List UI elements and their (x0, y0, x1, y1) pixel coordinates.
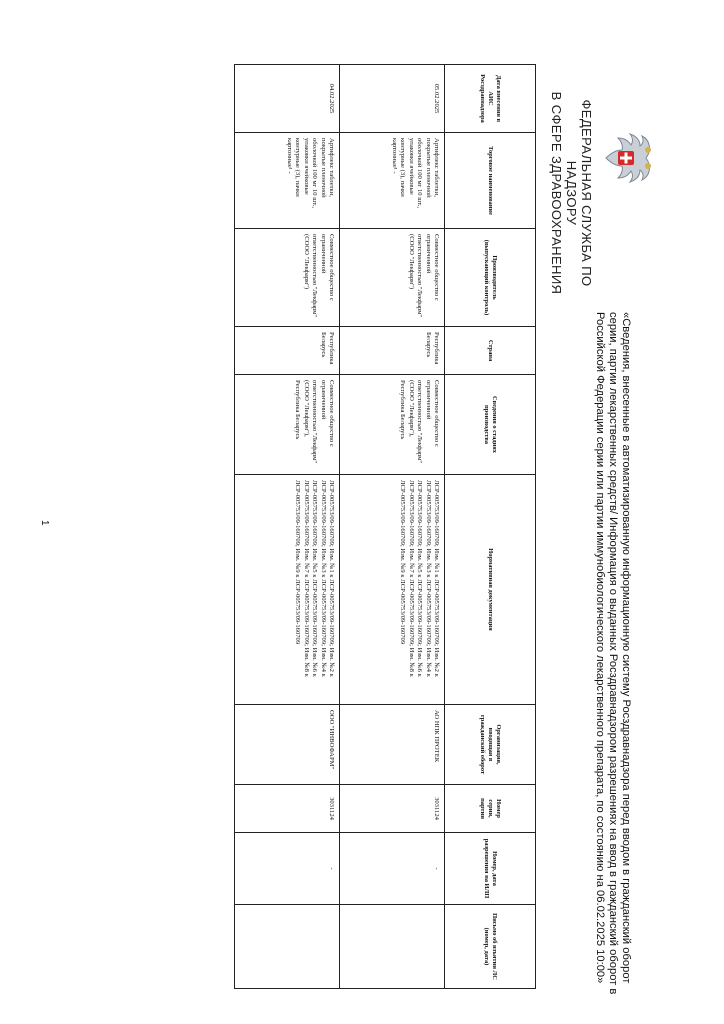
cell-organization: АО НПК ПРОТЕК (340, 705, 445, 785)
cell-manufacturer: Совместное общество с ограниченной ответственностью "Лекфарм" (СООО "Лекфарм") (340, 229, 445, 327)
table-header-row (445, 65, 536, 989)
agency-name (549, 88, 594, 298)
column-header-manufacturer: Производитель (выпускающий контроль) (445, 229, 536, 327)
cell-manufacturer: Совместное общество с ограниченной ответственностью "Лекфарм" (СООО "Лекфарм") (235, 229, 340, 327)
cell-batch: 3031124 (235, 785, 340, 833)
cell-batch: 3031124 (340, 785, 445, 833)
cell-production-stages: Совместное общество с ограниченной ответственностью "Лекфарм" (СООО "Лекфарм"), Республика Беларусь (235, 375, 340, 475)
column-header-batch: Номер серии, партии (445, 785, 536, 833)
cell-country: Республика Беларусь (235, 327, 340, 375)
cell-withdrawal (235, 905, 340, 989)
cell-withdrawal (340, 905, 445, 989)
column-header-withdrawal: Письмо об изъятии ЛС (номер, дата) (445, 905, 536, 989)
table-row (235, 65, 340, 989)
cell-normative-docs: ЛСР-005753/09-160709; Изм. №1 к ЛСР-005753/09-160709; Изм. №2 к ЛСР-005753/09-160709; Изм. №3 к ЛСР-005753/09-160709; Изм. №4 к ЛСР-005753/09-160709; Изм. №5 к ЛСР-005753/09-160709; Изм. №6 к ЛСР-005753/09-160709; Изм. №7 к ЛСР-005753/09-160709; Изм. №8 к ЛСР-005753/09-160709; Изм. №9 к ЛСР-005753/09-160709 (340, 475, 445, 705)
cell-date: 05.02.2025 (340, 65, 445, 133)
registry-table (234, 64, 536, 989)
cell-trade-name: Артифлекс таблетки, покрытые пленочной оболочкой 100 мг 10 шт., упаковки ячейковые контурные (3), пачки картонные¹ - (340, 133, 445, 229)
cell-organization: ООО "ИНВОФАРМ" (235, 705, 340, 785)
column-header-trade-name: Торговое наименование (445, 133, 536, 229)
column-header-organization: Организация, вводящая в гражданский оборот (445, 705, 536, 785)
cell-country: Республика Беларусь (340, 327, 445, 375)
column-header-permit: Номер, дата разрешения на ИЛП (445, 833, 536, 905)
agency-name-line-2: В СФЕРЕ ЗДРАВООХРАНЕНИЯ (549, 91, 564, 295)
column-header-date: Дата внесения в АИС Росздравнадзора (445, 65, 536, 133)
cell-permit: - (235, 833, 340, 905)
agency-name-line-1: ФЕДЕРАЛЬНАЯ СЛУЖБА ПО НАДЗОРУ (564, 99, 594, 287)
column-header-normative-docs: Нормативная документация (445, 475, 536, 705)
page-number: 1 (39, 520, 50, 526)
cell-trade-name: Артифлекс таблетки, покрытые пленочной оболочкой 100 мг 10 шт., упаковки ячейковые контурные (3), пачки картонные¹ - (235, 133, 340, 229)
double-headed-eagle-emblem-icon (596, 128, 656, 188)
column-header-production-stages: Сведения о стадиях производства (445, 375, 536, 475)
cell-date: 04.02.2025 (235, 65, 340, 133)
cell-permit: - (340, 833, 445, 905)
document-title: «Сведения, внесенные в автоматизированную информационную систему Росздравнадзора перед вводом в гражданский оборот серии, партии лекарственных средств/ Информация о выданных Росздравнадзором разрешениях на ввод в гражданский оборот в Российской Федерации серии или партии иммунобиологического лекарственного препарата, по состоянию на 06.02.2025 10:00» (594, 312, 632, 995)
cell-production-stages: Совместное общество с ограниченной ответственностью "Лекфарм" (СООО "Лекфарм"), Республика Беларусь (340, 375, 445, 475)
cell-normative-docs: ЛСР-005753/09-160709; Изм. №1 к ЛСР-005753/09-160709; Изм. №2 к ЛСР-005753/09-160709; Изм. №3 к ЛСР-005753/09-160709; Изм. №4 к ЛСР-005753/09-160709; Изм. №5 к ЛСР-005753/09-160709; Изм. №6 к ЛСР-005753/09-160709; Изм. №7 к ЛСР-005753/09-160709; Изм. №8 к ЛСР-005753/09-160709; Изм. №9 к ЛСР-005753/09-160709 (235, 475, 340, 705)
table-row (340, 65, 445, 989)
column-header-country: Страна (445, 327, 536, 375)
